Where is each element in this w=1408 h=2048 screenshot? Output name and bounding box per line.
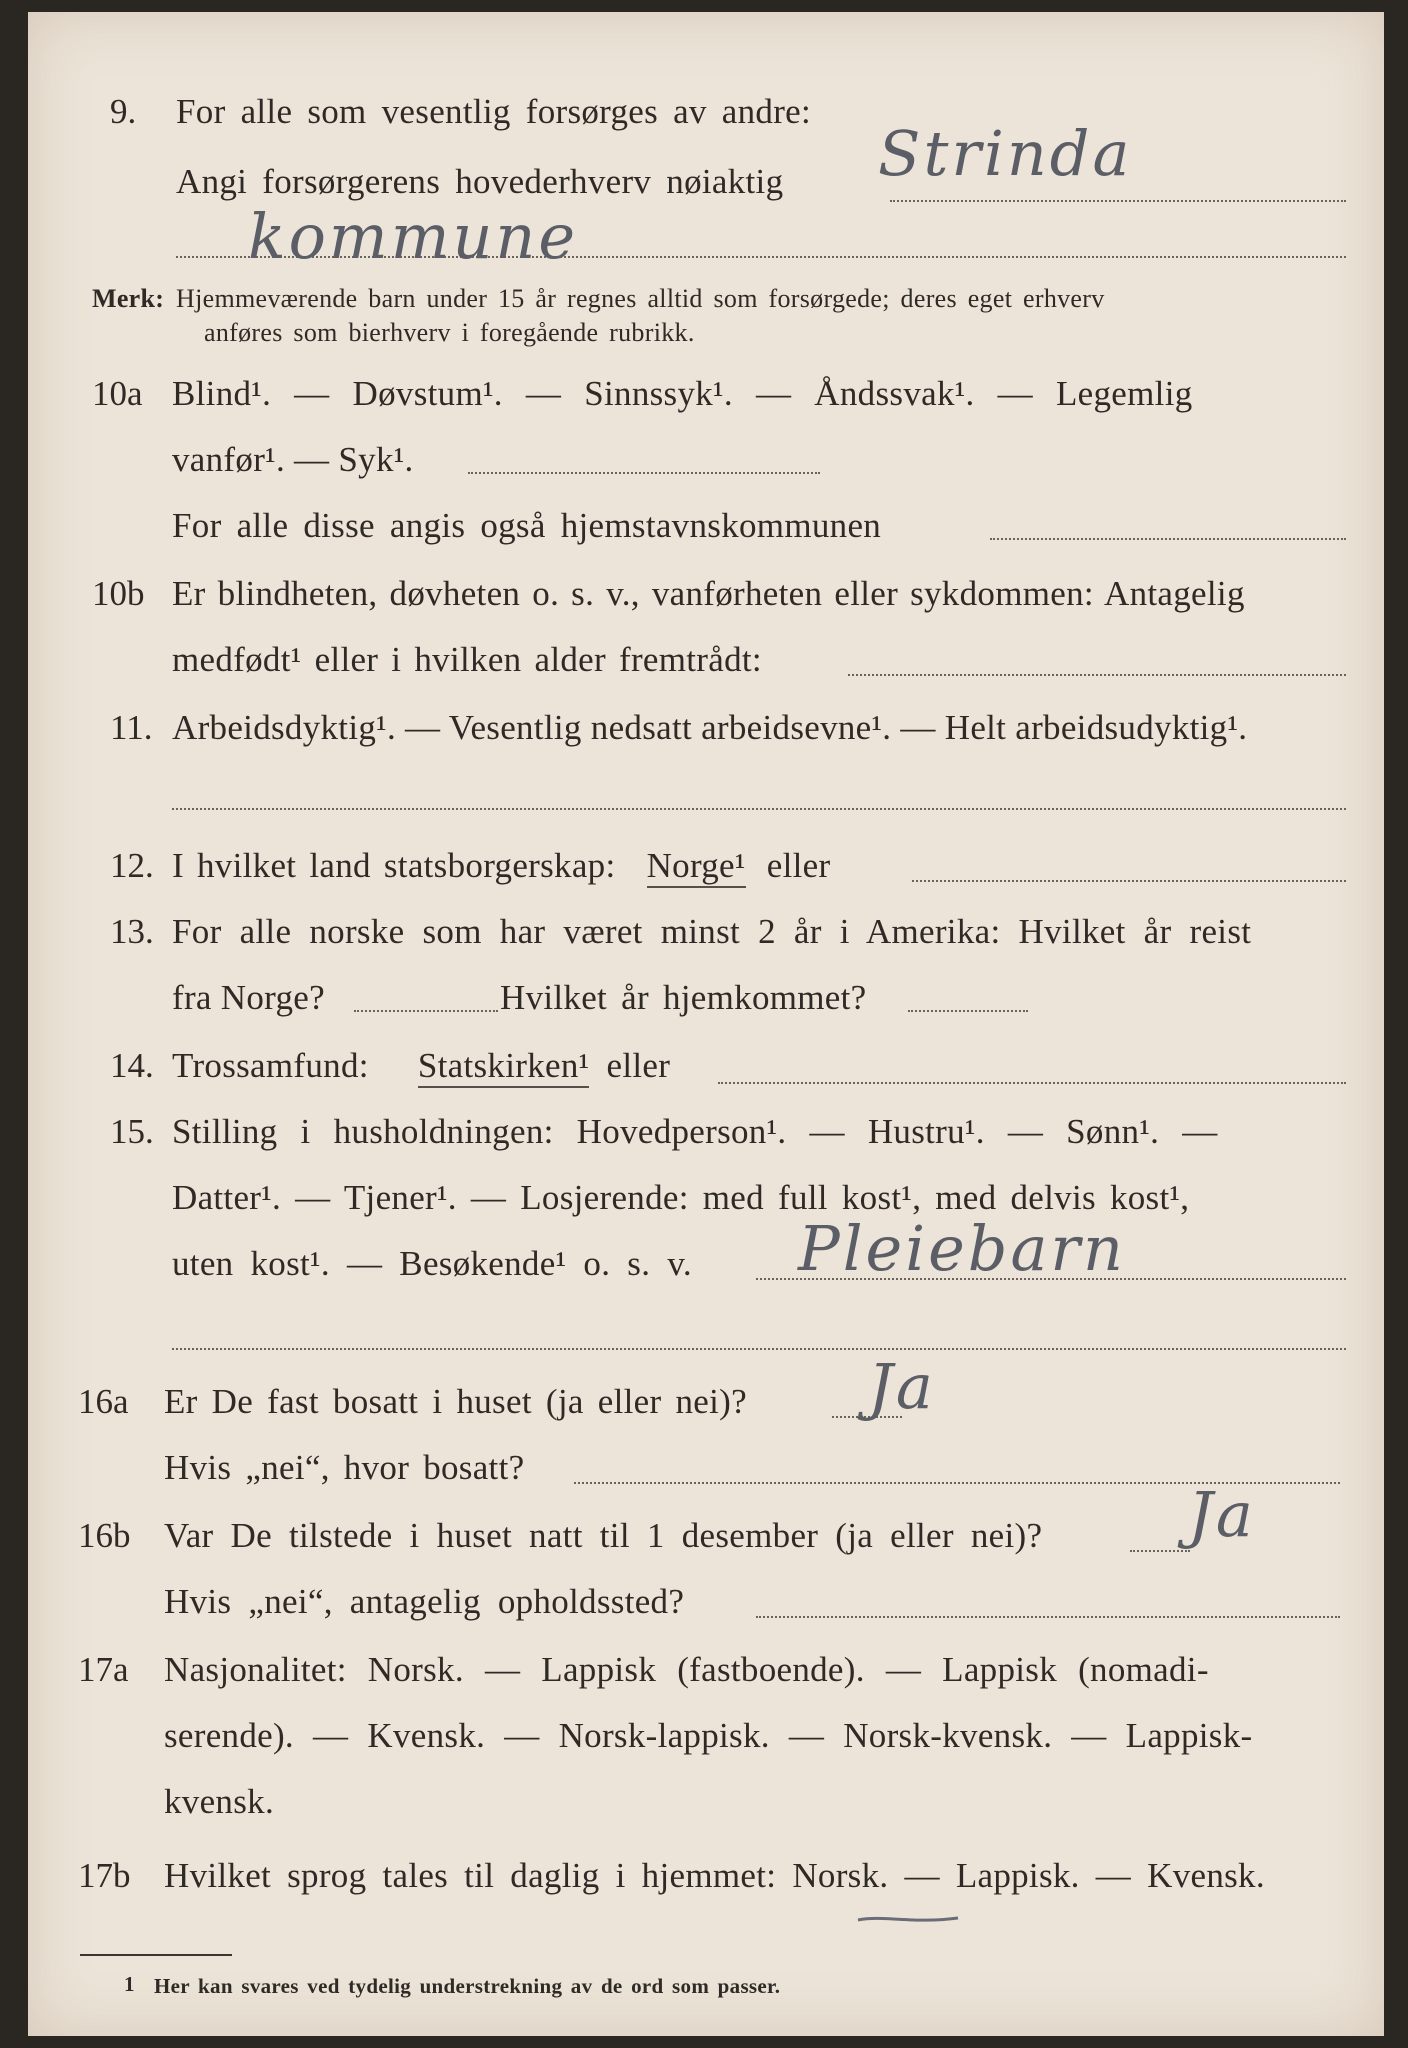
q9-handwritten-answer-2: kommune bbox=[248, 200, 579, 273]
q13-dotline-2 bbox=[908, 1010, 1028, 1012]
q16b-handwritten-answer: Ja bbox=[1188, 1478, 1256, 1551]
q14-suffix: eller bbox=[606, 1046, 671, 1085]
footnote-rule bbox=[80, 1954, 232, 1956]
merk-text1: Hjemmeværende barn under 15 år regnes alltid som forsørgede; deres eget erhverv bbox=[176, 284, 1105, 313]
merk-text2: anføres som bierhverv i foregående rubrikk. bbox=[204, 318, 695, 347]
q15-line2: Datter¹. — Tjener¹. — Losjerende: med full kost¹, med delvis kost¹, bbox=[172, 1178, 1190, 1217]
q15-dotline-2 bbox=[172, 1348, 1346, 1350]
q13-number: 13. bbox=[110, 912, 154, 951]
q9-line1: For alle som vesentlig forsørges av andre: bbox=[176, 92, 812, 131]
merk-label: Merk: bbox=[92, 284, 165, 313]
q17a-line1: Nasjonalitet: Norsk. — Lappisk (fastboende). — Lappisk (nomadi- bbox=[164, 1650, 1209, 1689]
q13-line2a: fra Norge? bbox=[172, 978, 325, 1017]
q17a-number: 17a bbox=[78, 1650, 129, 1689]
footnote-text: Her kan svares ved tydelig understrekning av de ord som passer. bbox=[154, 1974, 781, 1998]
q16b-line1: Var De tilstede i huset natt til 1 desember (ja eller nei)? bbox=[164, 1516, 1043, 1555]
q12-dotline bbox=[912, 880, 1346, 882]
q10b-number: 10b bbox=[92, 574, 145, 613]
q14-statskirken-underlined: Statskirken¹ bbox=[418, 1046, 590, 1088]
q10a-line2: vanfør¹. — Syk¹. bbox=[172, 440, 414, 479]
q12-suffix: eller bbox=[766, 846, 831, 885]
q16b-dotline-2 bbox=[756, 1616, 1340, 1618]
q13-line2b: Hvilket år hjemkommet? bbox=[500, 978, 867, 1017]
q17b-number: 17b bbox=[78, 1856, 131, 1895]
q16a-handwritten-answer: Ja bbox=[868, 1350, 936, 1423]
q9-line2: Angi forsørgerens hovederhverv nøiaktig bbox=[176, 162, 784, 201]
q16a-line1: Er De fast bosatt i huset (ja eller nei)? bbox=[164, 1382, 747, 1421]
q9-handwritten-answer-1: Strinda bbox=[878, 117, 1133, 190]
q10a-line1: Blind¹. — Døvstum¹. — Sinnssyk¹. — Åndssvak¹. — Legemlig bbox=[172, 374, 1193, 413]
q10a-number: 10a bbox=[92, 374, 143, 413]
q14-prefix: Trossamfund: bbox=[172, 1046, 369, 1085]
q10b-line1: Er blindheten, døvheten o. s. v., vanførheten eller sykdommen: Antagelig bbox=[172, 574, 1245, 613]
q14-number: 14. bbox=[110, 1046, 154, 1085]
q12-number: 12. bbox=[110, 846, 154, 885]
q11-line1: Arbeidsdyktig¹. — Vesentlig nedsatt arbeidsevne¹. — Helt arbeidsudyktig¹. bbox=[172, 708, 1248, 747]
q9-answer-dotline bbox=[890, 200, 1346, 202]
q15-number: 15. bbox=[110, 1112, 154, 1151]
q12-prefix: I hvilket land statsborgerskap: bbox=[172, 846, 616, 885]
q10b-dotline bbox=[848, 674, 1346, 676]
q16b-line2: Hvis „nei“, antagelig opholdssted? bbox=[164, 1582, 685, 1621]
q16b-dotline bbox=[1130, 1550, 1190, 1552]
q14-line bbox=[172, 1046, 670, 1086]
q15-handwritten-answer: Pleiebarn bbox=[798, 1212, 1126, 1285]
q15-line1: Stilling i husholdningen: Hovedperson¹. — Hustru¹. — Sønn¹. — bbox=[172, 1112, 1218, 1151]
q11-dotline bbox=[172, 808, 1346, 810]
q10a-dotline bbox=[468, 472, 820, 474]
q15-line3: uten kost¹. — Besøkende¹ o. s. v. bbox=[172, 1244, 692, 1283]
q17a-line2: serende). — Kvensk. — Norsk-lappisk. — Norsk-kvensk. — Lappisk- bbox=[164, 1716, 1253, 1755]
q16a-line2: Hvis „nei“, hvor bosatt? bbox=[164, 1448, 525, 1487]
q9-number: 9. bbox=[110, 92, 137, 131]
q10a-dotline-2 bbox=[990, 538, 1346, 540]
q11-number: 11. bbox=[110, 708, 153, 747]
q14-dotline bbox=[718, 1082, 1346, 1084]
footnote-mark: 1 bbox=[124, 1972, 135, 1996]
q12-line bbox=[172, 846, 830, 886]
q12-norge-underlined: Norge¹ bbox=[647, 846, 746, 888]
q16a-number: 16a bbox=[78, 1382, 129, 1421]
q17b-norsk-underline-mark bbox=[854, 1912, 964, 1931]
q16b-number: 16b bbox=[78, 1516, 131, 1555]
q10a-line3: For alle disse angis også hjemstavnskommunen bbox=[172, 506, 882, 545]
q13-dotline-1 bbox=[354, 1010, 498, 1012]
census-form-page bbox=[28, 12, 1384, 2036]
q13-line1: For alle norske som har været minst 2 år i Amerika: Hvilket år reist bbox=[172, 912, 1252, 951]
q10b-line2: medfødt¹ eller i hvilken alder fremtrådt: bbox=[172, 640, 762, 679]
q17a-line3: kvensk. bbox=[164, 1782, 275, 1821]
q17b-line1: Hvilket sprog tales til daglig i hjemmet: Norsk. — Lappisk. — Kvensk. bbox=[164, 1856, 1265, 1895]
